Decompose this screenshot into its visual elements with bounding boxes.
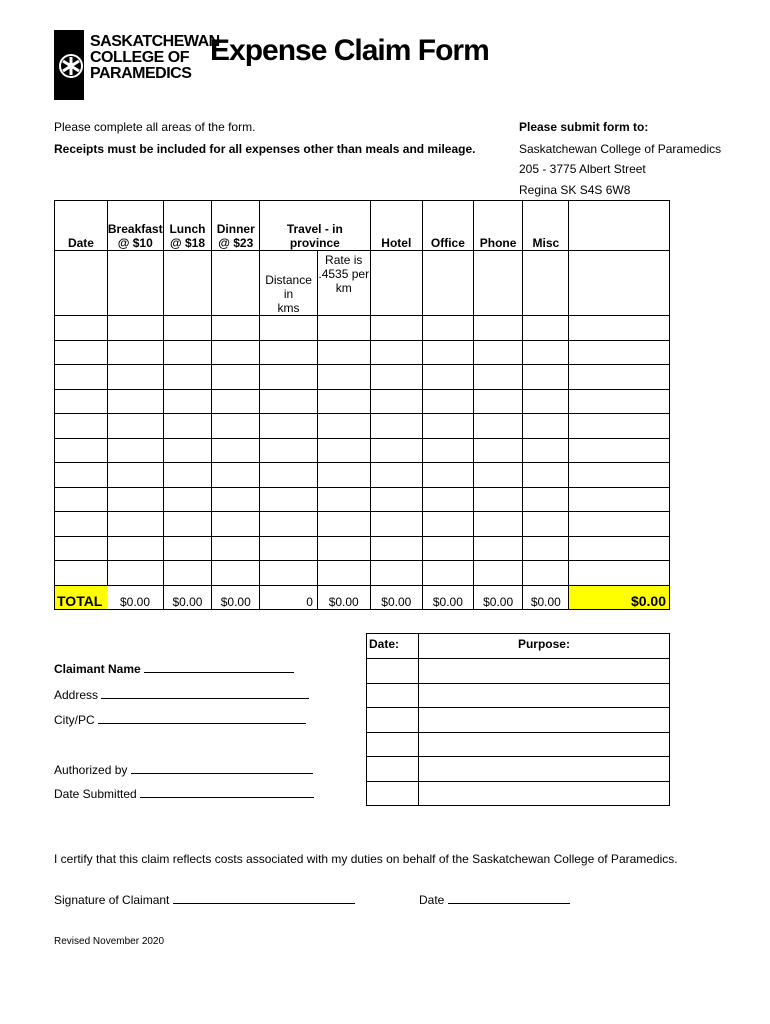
grand-total: $0.00 <box>569 585 670 609</box>
date-submitted-field[interactable] <box>54 787 314 801</box>
table-cell[interactable] <box>107 561 163 586</box>
table-cell[interactable] <box>473 340 523 365</box>
table-cell[interactable] <box>107 438 163 463</box>
purpose-date-header: Date: <box>367 634 419 659</box>
purpose-date-cell[interactable] <box>367 757 419 782</box>
table-cell[interactable] <box>107 463 163 488</box>
expense-table <box>54 200 670 610</box>
rate-subheader <box>317 251 370 316</box>
table-cell[interactable] <box>370 365 423 390</box>
table-cell[interactable] <box>523 340 569 365</box>
table-cell[interactable] <box>107 487 163 512</box>
signature-field[interactable] <box>54 893 355 907</box>
table-cell[interactable] <box>370 561 423 586</box>
table-cell[interactable] <box>423 512 474 537</box>
table-cell[interactable] <box>569 463 670 488</box>
table-cell[interactable] <box>423 414 474 439</box>
lunch-label: Lunch <box>169 222 206 236</box>
table-cell[interactable] <box>317 536 370 561</box>
table-cell[interactable] <box>260 340 318 365</box>
purpose-header: Purpose: <box>418 634 669 659</box>
table-cell[interactable] <box>370 487 423 512</box>
total-phone: $0.00 <box>473 585 523 609</box>
distance-label: Distance in <box>265 273 312 301</box>
table-cell[interactable] <box>55 512 108 537</box>
table-cell[interactable] <box>212 365 260 390</box>
purpose-date-cell[interactable] <box>367 659 419 684</box>
table-cell[interactable] <box>370 414 423 439</box>
table-cell[interactable] <box>107 536 163 561</box>
table-cell[interactable] <box>523 438 569 463</box>
submit-line-2: 205 - 3775 Albert Street <box>519 162 646 176</box>
submit-line-1: Saskatchewan College of Paramedics <box>519 142 722 156</box>
table-cell[interactable] <box>523 536 569 561</box>
authorized-field[interactable] <box>54 763 313 777</box>
table-cell[interactable] <box>370 438 423 463</box>
table-cell[interactable] <box>569 438 670 463</box>
signature-line[interactable] <box>173 903 355 904</box>
purpose-date-cell[interactable] <box>367 781 419 806</box>
table-cell[interactable] <box>423 389 474 414</box>
table-cell[interactable] <box>212 340 260 365</box>
purpose-table <box>366 633 670 806</box>
table-cell[interactable] <box>55 463 108 488</box>
revision-footer: Revised November 2020 <box>54 936 165 947</box>
table-cell[interactable] <box>523 316 569 341</box>
table-row <box>55 463 670 488</box>
purpose-row <box>367 781 670 806</box>
rate-label-1: Rate is <box>325 253 363 267</box>
table-cell[interactable] <box>55 316 108 341</box>
table-cell[interactable] <box>569 414 670 439</box>
table-cell[interactable] <box>163 561 212 586</box>
table-cell[interactable] <box>212 414 260 439</box>
dinner-rate: @ $23 <box>218 236 254 250</box>
subheader-row <box>55 251 670 316</box>
table-cell[interactable] <box>423 438 474 463</box>
table-cell[interactable] <box>423 316 474 341</box>
table-cell[interactable] <box>317 316 370 341</box>
purpose-text-cell[interactable] <box>418 757 669 782</box>
table-cell[interactable] <box>260 414 318 439</box>
table-cell[interactable] <box>473 438 523 463</box>
table-cell[interactable] <box>55 389 108 414</box>
table-cell[interactable] <box>55 561 108 586</box>
table-cell[interactable] <box>569 487 670 512</box>
instruction-line-1: Please complete all areas of the form. <box>54 120 256 134</box>
org-line-3: PARAMEDICS <box>90 65 192 82</box>
table-cell[interactable] <box>523 487 569 512</box>
table-cell[interactable] <box>473 316 523 341</box>
table-cell[interactable] <box>55 438 108 463</box>
table-cell[interactable] <box>569 536 670 561</box>
total-lunch: $0.00 <box>163 585 212 609</box>
purpose-text-cell[interactable] <box>418 659 669 684</box>
table-cell[interactable] <box>163 536 212 561</box>
purpose-date-cell[interactable] <box>367 732 419 757</box>
table-cell[interactable] <box>569 512 670 537</box>
table-cell[interactable] <box>370 512 423 537</box>
header-row <box>55 201 670 251</box>
rate-label-2: .4535 per <box>318 267 370 281</box>
table-cell[interactable] <box>523 463 569 488</box>
purpose-date-cell[interactable] <box>367 683 419 708</box>
table-cell[interactable] <box>260 463 318 488</box>
col-phone: Phone <box>473 201 523 251</box>
table-cell[interactable] <box>317 365 370 390</box>
table-cell[interactable] <box>569 561 670 586</box>
purpose-text-cell[interactable] <box>418 708 669 733</box>
org-line-1: SASKATCHEWAN <box>90 33 220 50</box>
table-cell[interactable] <box>569 316 670 341</box>
claimant-name-line[interactable] <box>144 672 294 673</box>
table-cell[interactable] <box>473 414 523 439</box>
purpose-row <box>367 708 670 733</box>
table-cell[interactable] <box>423 487 474 512</box>
total-hotel: $0.00 <box>370 585 423 609</box>
instruction-line-2: Receipts must be included for all expenses other than meals and mileage. <box>54 142 476 156</box>
table-cell[interactable] <box>163 438 212 463</box>
table-cell[interactable] <box>107 389 163 414</box>
table-row <box>55 512 670 537</box>
table-cell[interactable] <box>260 536 318 561</box>
org-line-2: COLLEGE OF <box>90 49 189 66</box>
table-cell[interactable] <box>163 316 212 341</box>
table-cell[interactable] <box>569 340 670 365</box>
distance-unit: kms <box>277 301 300 315</box>
submit-heading: Please submit form to: <box>519 120 649 134</box>
col-hotel: Hotel <box>370 201 423 251</box>
col-misc: Misc <box>523 201 569 251</box>
table-cell[interactable] <box>317 561 370 586</box>
total-office: $0.00 <box>423 585 474 609</box>
table-cell[interactable] <box>55 487 108 512</box>
signature-label: Signature of Claimant <box>54 893 170 907</box>
table-cell[interactable] <box>107 414 163 439</box>
form-title: Expense Claim Form <box>210 34 489 67</box>
total-breakfast: $0.00 <box>107 585 163 609</box>
table-cell[interactable] <box>370 536 423 561</box>
purpose-text-cell[interactable] <box>418 781 669 806</box>
breakfast-rate: @ $10 <box>117 236 153 250</box>
signature-date-line[interactable] <box>448 903 570 904</box>
table-cell[interactable] <box>260 487 318 512</box>
star-of-life-icon <box>54 30 84 100</box>
table-cell[interactable] <box>260 438 318 463</box>
table-cell[interactable] <box>317 389 370 414</box>
table-row <box>55 536 670 561</box>
col-dinner <box>212 201 260 251</box>
table-cell[interactable] <box>523 561 569 586</box>
purpose-row <box>367 757 670 782</box>
table-cell[interactable] <box>523 389 569 414</box>
col-date: Date <box>55 201 108 251</box>
authorized-label: Authorized by <box>54 763 128 777</box>
city-field[interactable] <box>54 713 306 727</box>
table-cell[interactable] <box>212 463 260 488</box>
table-cell[interactable] <box>163 365 212 390</box>
table-row <box>55 487 670 512</box>
table-row <box>55 561 670 586</box>
table-cell[interactable] <box>423 536 474 561</box>
table-cell[interactable] <box>473 512 523 537</box>
purpose-date-cell[interactable] <box>367 708 419 733</box>
date-submitted-label: Date Submitted <box>54 787 137 801</box>
col-office: Office <box>423 201 474 251</box>
table-cell[interactable] <box>317 463 370 488</box>
dinner-label: Dinner <box>216 222 255 236</box>
breakfast-label: Breakfast <box>107 222 163 236</box>
submit-line-3: Regina SK S4S 6W8 <box>519 183 631 197</box>
col-travel: Travel - in province <box>260 201 370 251</box>
table-cell[interactable] <box>423 340 474 365</box>
table-cell[interactable] <box>370 389 423 414</box>
total-label: TOTAL <box>55 585 108 609</box>
table-cell[interactable] <box>212 438 260 463</box>
table-cell[interactable] <box>107 340 163 365</box>
address-field[interactable] <box>54 688 309 702</box>
purpose-row <box>367 659 670 684</box>
table-cell[interactable] <box>163 512 212 537</box>
logo-mark <box>54 30 84 100</box>
org-logo-text <box>90 34 220 82</box>
table-cell[interactable] <box>317 438 370 463</box>
table-cell[interactable] <box>523 512 569 537</box>
table-cell[interactable] <box>107 512 163 537</box>
table-cell[interactable] <box>260 389 318 414</box>
distance-subheader <box>260 251 318 316</box>
table-cell[interactable] <box>260 365 318 390</box>
table-row <box>55 438 670 463</box>
table-cell[interactable] <box>370 340 423 365</box>
table-cell[interactable] <box>107 316 163 341</box>
table-cell[interactable] <box>370 316 423 341</box>
table-cell[interactable] <box>212 512 260 537</box>
claimant-name-label: Claimant Name <box>54 662 141 676</box>
lunch-rate: @ $18 <box>169 236 205 250</box>
table-cell[interactable] <box>212 536 260 561</box>
table-cell[interactable] <box>212 487 260 512</box>
table-cell[interactable] <box>569 365 670 390</box>
table-cell[interactable] <box>317 512 370 537</box>
purpose-text-cell[interactable] <box>418 732 669 757</box>
table-cell[interactable] <box>523 365 569 390</box>
table-cell[interactable] <box>107 365 163 390</box>
table-cell[interactable] <box>55 365 108 390</box>
total-distance: 0 <box>260 585 318 609</box>
table-cell[interactable] <box>473 463 523 488</box>
table-cell[interactable] <box>523 414 569 439</box>
table-cell[interactable] <box>473 389 523 414</box>
table-row <box>55 340 670 365</box>
col-total <box>569 201 670 251</box>
table-cell[interactable] <box>55 536 108 561</box>
table-cell[interactable] <box>55 340 108 365</box>
table-cell[interactable] <box>163 487 212 512</box>
table-cell[interactable] <box>260 512 318 537</box>
address-line[interactable] <box>101 698 309 699</box>
table-cell[interactable] <box>473 561 523 586</box>
table-cell[interactable] <box>163 414 212 439</box>
table-cell[interactable] <box>55 414 108 439</box>
table-cell[interactable] <box>212 389 260 414</box>
table-row <box>55 365 670 390</box>
rate-label-3: km <box>335 281 352 295</box>
certify-statement: I certify that this claim reflects costs associated with my duties on behalf of the Saskatchewan College of Paramedics. <box>54 852 678 866</box>
table-row <box>55 316 670 341</box>
table-cell[interactable] <box>317 340 370 365</box>
table-cell[interactable] <box>260 561 318 586</box>
table-cell[interactable] <box>423 463 474 488</box>
city-label: City/PC <box>54 713 95 727</box>
table-cell[interactable] <box>163 463 212 488</box>
col-breakfast <box>107 201 163 251</box>
purpose-row <box>367 683 670 708</box>
purpose-row <box>367 732 670 757</box>
purpose-text-cell[interactable] <box>418 683 669 708</box>
table-cell[interactable] <box>163 389 212 414</box>
table-cell[interactable] <box>473 536 523 561</box>
table-cell[interactable] <box>317 414 370 439</box>
city-line[interactable] <box>98 723 306 724</box>
table-cell[interactable] <box>317 487 370 512</box>
total-misc: $0.00 <box>523 585 569 609</box>
table-cell[interactable] <box>569 389 670 414</box>
table-cell[interactable] <box>473 487 523 512</box>
table-cell[interactable] <box>473 365 523 390</box>
date-submitted-line[interactable] <box>140 797 314 798</box>
table-cell[interactable] <box>423 365 474 390</box>
claimant-name-field[interactable] <box>54 662 294 676</box>
table-row <box>55 389 670 414</box>
table-cell[interactable] <box>163 340 212 365</box>
signature-date-label: Date <box>419 893 445 907</box>
table-row <box>55 414 670 439</box>
purpose-header-row <box>367 634 670 659</box>
address-label: Address <box>54 688 99 702</box>
total-rate: $0.00 <box>317 585 370 609</box>
table-cell[interactable] <box>423 561 474 586</box>
table-cell[interactable] <box>212 316 260 341</box>
col-lunch <box>163 201 212 251</box>
table-cell[interactable] <box>260 316 318 341</box>
total-dinner: $0.00 <box>212 585 260 609</box>
total-row <box>55 585 670 609</box>
table-cell[interactable] <box>212 561 260 586</box>
signature-date-field[interactable] <box>419 893 570 907</box>
table-cell[interactable] <box>370 463 423 488</box>
authorized-line[interactable] <box>131 773 313 774</box>
